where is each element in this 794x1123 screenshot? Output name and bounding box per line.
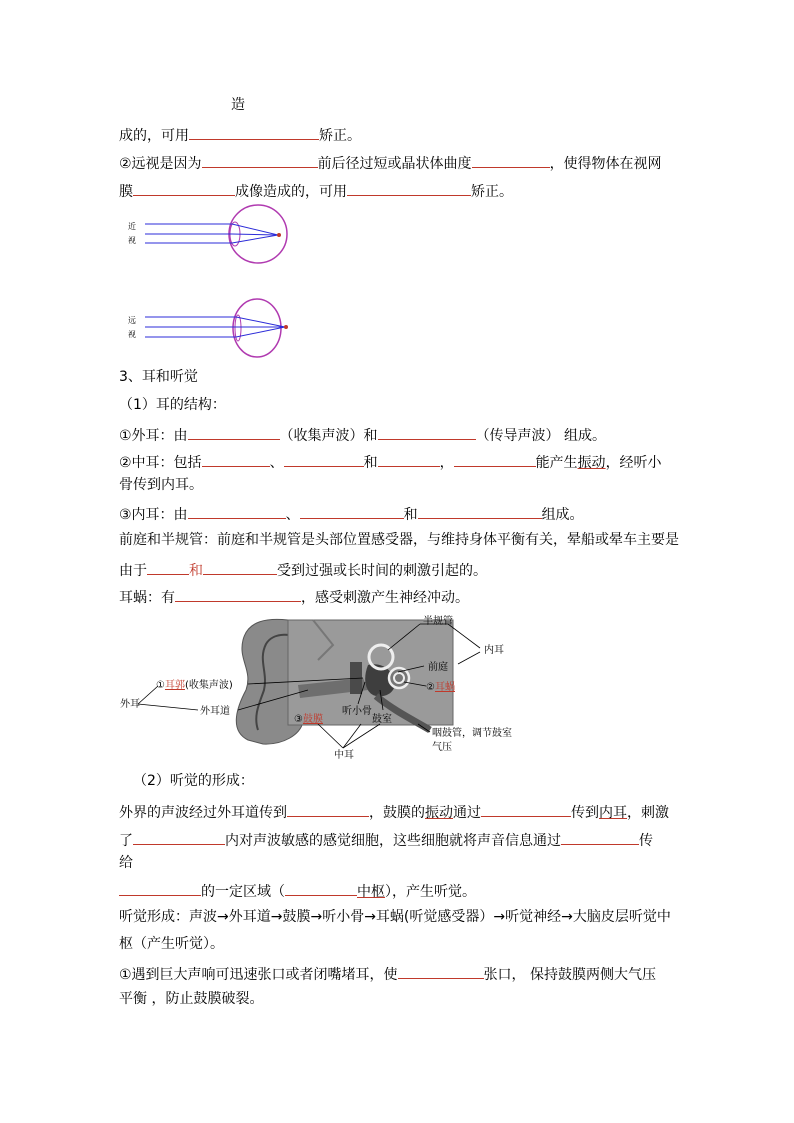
label-pinna: 耳郭 [164, 680, 185, 691]
blank [189, 124, 319, 140]
hyperopia-label-2: 视 [128, 330, 136, 339]
blank [284, 451, 364, 467]
blank [133, 829, 225, 845]
outer-ear-line: ①外耳：由 （收集声波）和 （传导声波） 组成。 [119, 424, 606, 445]
section-heading: 3、耳和听觉 [119, 369, 198, 385]
hearing-heading: （2）听觉的形成： [133, 773, 254, 789]
hyperopia-line-2: 膜 成像造成的，可用 矫正。 [119, 180, 513, 201]
label-inner-ear: 内耳 [484, 645, 504, 656]
middle-ear-line: ②中耳：包括 、 和 ， 能产生振动，经听小 [119, 451, 662, 472]
hyperopia-line-1: ②远视是因为 前后径过短或晶状体曲度 ，使得物体在视网 [119, 152, 662, 173]
vestibule-line-2: 由于 和 受到过强或长时间的刺激引起的。 [119, 559, 487, 580]
blank [202, 152, 318, 168]
blank [398, 963, 484, 979]
hearing-path-1: 听觉形成：声波→外耳道→鼓膜→听小骨→耳蜗(听觉感受器）→听觉神经→大脑皮层听觉中 [119, 909, 671, 925]
blank [418, 503, 542, 519]
label-ear-canal: 外耳道 [200, 706, 230, 717]
blank [147, 559, 189, 575]
svg-text:③鼓膜 [294, 712, 323, 725]
blank [285, 880, 357, 896]
blank [454, 451, 536, 467]
pinna-number: ① [156, 680, 165, 691]
ear-diagram [118, 610, 538, 765]
vestibule-line-1: 前庭和半规管：前庭和半规管是头部位置感受器，与维持身体平衡有关，晕船或晕车主要是 [119, 532, 679, 548]
myopia-diagram [120, 200, 295, 270]
hyperopia-diagram [120, 294, 295, 364]
label-vestibule: 前庭 [428, 662, 448, 673]
blank [287, 801, 369, 817]
blank [203, 559, 277, 575]
hyperopia-label-1: 远 [128, 316, 136, 325]
cochlea-number: ② [426, 682, 435, 693]
label-eardrum: 鼓膜 [302, 714, 323, 725]
hearing-line-3: 给 [119, 855, 133, 871]
pinna-note: (收集声波) [184, 680, 233, 691]
label-middle-ear: 中耳 [334, 750, 354, 761]
blank [347, 180, 471, 196]
blank [378, 451, 440, 467]
svg-text:①耳郭(收集声波) [156, 678, 233, 691]
fragment-top: 造 [231, 97, 245, 113]
myopia-correction-line: 成的，可用 矫正。 [119, 124, 361, 145]
label-eustachian-tube-2: 气压 [432, 742, 452, 753]
blank [119, 880, 201, 896]
cochlea-line: 耳蜗：有 ，感受刺激产生神经冲动。 [119, 586, 469, 607]
blank [133, 180, 235, 196]
label-semicircular-canals: 半规管 [423, 616, 453, 627]
blank [175, 586, 301, 602]
svg-text:②耳蜗 [426, 680, 455, 693]
tip-line-2: 平衡 ，防止鼓膜破裂。 [119, 991, 264, 1007]
blank [188, 424, 280, 440]
blank [561, 829, 639, 845]
myopia-label-1: 近 [128, 222, 136, 231]
eardrum-number: ③ [294, 714, 303, 725]
hearing-line-2: 了 内对声波敏感的感觉细胞，这些细胞就将声音信息通过 传 [119, 829, 653, 850]
blank [472, 152, 550, 168]
label-cochlea: 耳蜗 [434, 682, 455, 693]
blank [378, 424, 476, 440]
hearing-path-2: 枢（产生听觉）。 [119, 936, 224, 952]
label-outer-ear: 外耳 [120, 699, 140, 710]
middle-ear-line-2: 骨传到内耳。 [119, 477, 203, 493]
inner-ear-line: ③内耳：由 、 和 组成。 [119, 503, 584, 524]
myopia-label-2: 视 [128, 236, 136, 245]
tip-line-1: ①遇到巨大声响可迅速张口或者闭嘴堵耳，使 张口， 保持鼓膜两侧大气压 [119, 963, 656, 984]
hearing-line-1: 外界的声波经过外耳道传到 ，鼓膜的振动通过 传到内耳，刺激 [119, 801, 669, 822]
blank [481, 801, 571, 817]
label-tympanic-cavity: 鼓室 [372, 714, 392, 725]
ear-structure-heading: （1）耳的结构： [119, 397, 226, 413]
label-eustachian-tube-1: 咽鼓管，调节鼓室 [432, 728, 512, 739]
blank [202, 451, 270, 467]
blank [300, 503, 404, 519]
hearing-line-4: 的一定区域（ 中枢），产生听觉。 [119, 880, 476, 901]
label-ossicles: 听小骨 [342, 706, 372, 717]
blank [188, 503, 286, 519]
